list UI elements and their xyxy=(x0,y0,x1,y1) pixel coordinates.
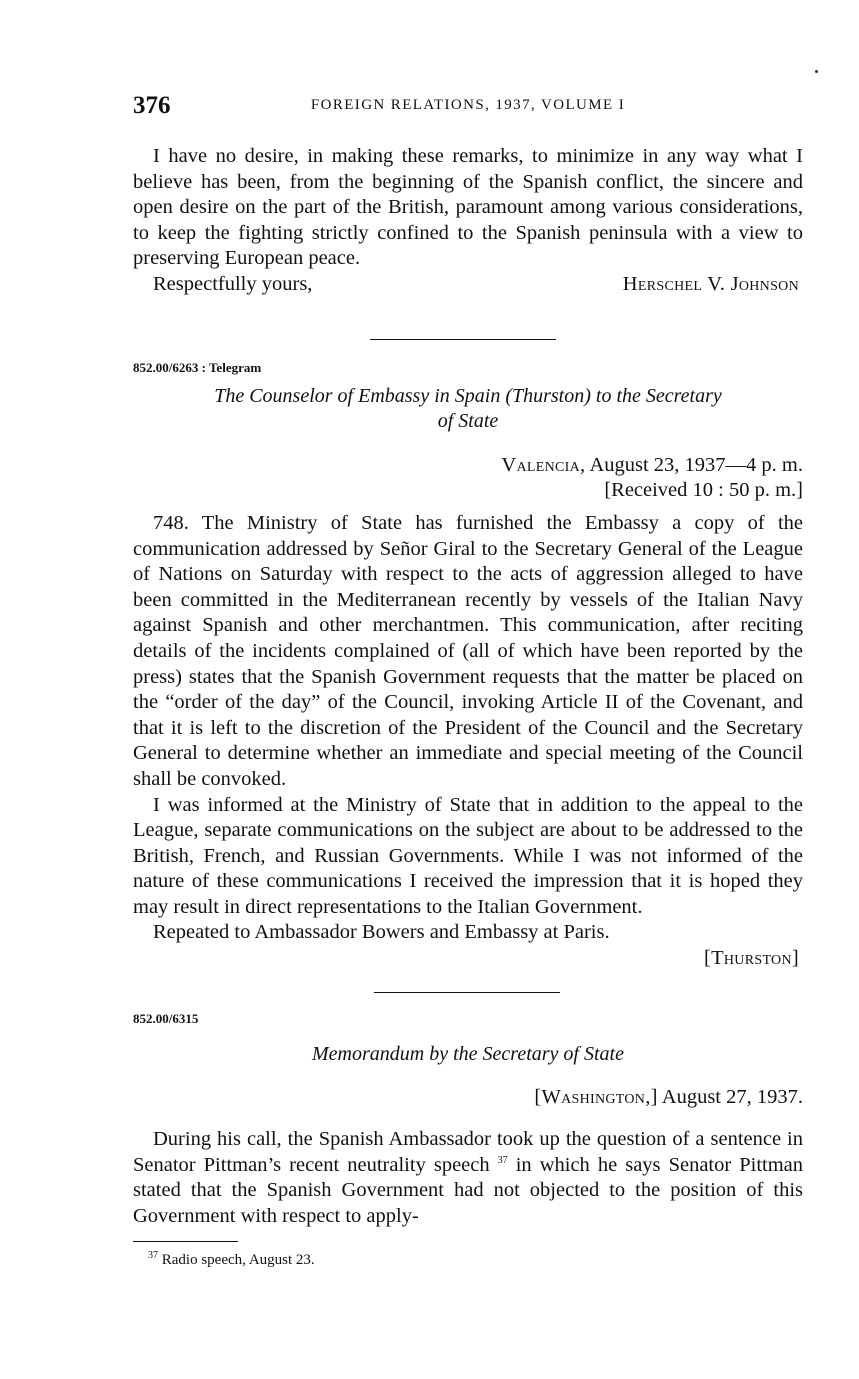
doc2-paragraph-3: Repeated to Ambassador Bowers and Embassy at Paris. xyxy=(153,921,610,944)
doc2-paragraph-1: 748. The Ministry of State has furnished the Embassy a copy of the communication addressed by Señor Giral to the Secretary General of the League of Nations on Saturday with respect to the acts of aggression alleged to have been committed in the Mediterranean recently by vessels of the Italian Navy against Spanish and other merchantmen. This communication, after reciting details of the incidents complained of (all of which have been reported by the press) states that the Spanish Government requests that the matter be placed on the “order of the day” of the Council, invoking Article II of the Covenant, and that it is left to the discretion of the President of the Council and the Secretary General to determine whether an immediate and special meeting of the Council shall be convoked. xyxy=(133,511,803,790)
page-header xyxy=(133,90,803,124)
section-divider-1 xyxy=(370,339,556,340)
doc2-paragraph-2: I was informed at the Ministry of State that in addition to the appeal to the League, separate communications on the subject are about to be addressed to the British, French, and Russian Governments. While I was not informed of the nature of these communications I received the impression that it is hoped they may result in direct representations to the Italian Government. xyxy=(133,793,803,918)
doc2-place: Valencia, xyxy=(501,453,586,476)
footnote-number: 37 xyxy=(148,1250,158,1262)
doc2-received: [Received 10 : 50 p. m.] xyxy=(604,478,803,501)
doc2-file-id: 852.00/6263 : Telegram xyxy=(133,359,262,375)
running-title: FOREIGN RELATIONS, 1937, VOLUME I xyxy=(310,97,626,113)
doc3-title: Memorandum by the Secretary of State xyxy=(312,1043,624,1066)
doc2-title-line2: of State xyxy=(437,409,499,432)
doc2-dateline xyxy=(133,453,803,478)
doc3-paragraph xyxy=(133,1127,803,1229)
doc2-title-line1: The Counselor of Embassy in Spain (Thurston) to the Secretary xyxy=(214,384,722,407)
footnote-text: Radio speech, August 23. xyxy=(161,1252,315,1269)
doc1-signature: Herschel V. Johnson xyxy=(622,272,799,295)
doc3-dateline xyxy=(133,1085,803,1110)
section-divider-2 xyxy=(374,992,560,993)
doc1-closing-line xyxy=(133,272,803,298)
footnote-divider xyxy=(133,1241,238,1242)
footnote xyxy=(148,1252,803,1269)
doc3-date: August 27, 1937. xyxy=(661,1086,803,1109)
doc3-paragraph-text-1: During his call, the Spanish Ambassador took up the question of a sentence in Senator Pittman’s recent neutrality speech xyxy=(133,1128,803,1176)
doc1-closing: Respectfully yours, xyxy=(153,272,313,295)
page-number: 376 xyxy=(133,92,171,119)
footnote-reference: 37 xyxy=(497,1154,508,1166)
doc3-file-id: 852.00/6315 xyxy=(133,1011,199,1027)
doc2-signature: [Thurston] xyxy=(703,947,799,970)
stray-mark xyxy=(815,70,818,73)
doc2-date: August 23, 1937—4 p. m. xyxy=(589,453,803,476)
doc1-paragraph: I have no desire, in making these remarks, to minimize in any way what I believe has been, from the beginning of the Spanish conflict, the sincere and open desire on the part of the British, paramount among various considerations, to keep the fighting strictly confined to the Spanish peninsula with a view to preserving European peace. xyxy=(133,145,803,270)
page xyxy=(133,90,803,1269)
doc3-paragraph-text-2: in which he says Senator Pittman stated that the Spanish Government had not objected to the position of this Government with respect to apply- xyxy=(133,1153,804,1227)
doc3-place: [Washington,] xyxy=(534,1086,658,1109)
